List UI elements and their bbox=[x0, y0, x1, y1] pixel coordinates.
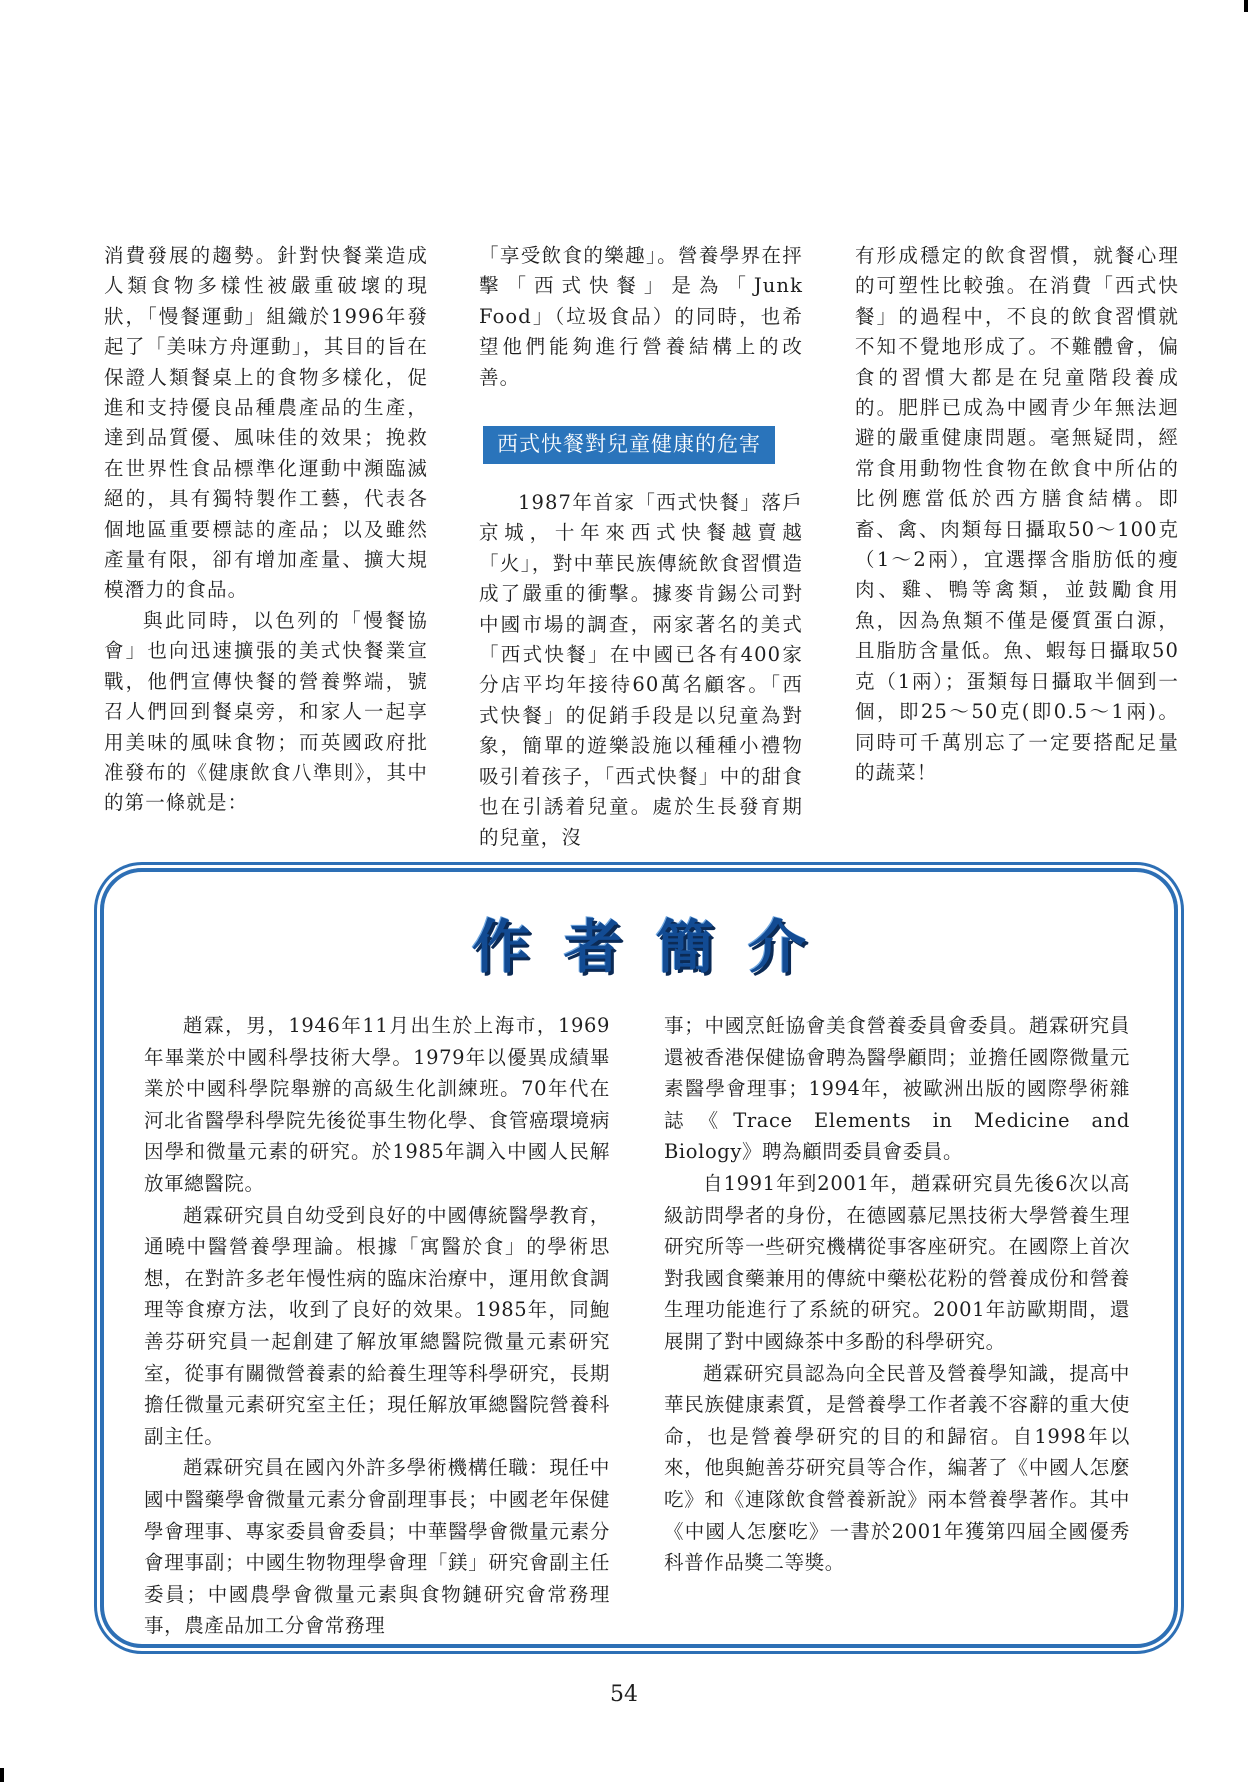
scan-edge-mark bbox=[1244, 0, 1248, 12]
scan-edge-mark bbox=[0, 1768, 4, 1782]
article-column-1 bbox=[104, 241, 428, 819]
bio-column-2 bbox=[664, 1010, 1130, 1579]
bio-paragraph: 趙霖，男，1946年11月出生於上海市，1969年畢業於中國科學技術大學。1979年以優異成績畢業於中國科學院舉辦的高級生化訓練班。70年代在河北省醫學科學院先後從事生物化學、食管癌環境病因學和微量元素的研究。於1985年調入中國人民解放軍總醫院。 bbox=[144, 1014, 610, 1195]
bio-column-1 bbox=[144, 1010, 610, 1642]
article-paragraph: 「享受飲食的樂趣」。營養學界在抨擊「西式快餐」是為「Junk Food」（垃圾食品）的同時，也希望他們能夠進行營養結構上的改善。 bbox=[479, 244, 803, 389]
page-number: 54 bbox=[610, 1682, 638, 1707]
author-profile-title: 作者簡介 bbox=[471, 913, 840, 981]
bio-paragraph: 自1991年到2001年，趙霖研究員先後6次以高級訪問學者的身份，在德國慕尼黑技術大學營養生理研究所等一些研究機構從事客座研究。在國際上首次對我國食藥兼用的傳統中藥松花粉的營養成份和營養生理功能進行了系統的研究。2001年訪歐期間，還展開了對中國綠茶中多酚的科學研究。 bbox=[664, 1171, 1130, 1353]
article-paragraph: 有形成穩定的飲食習慣，就餐心理的可塑性比較強。在消費「西式快餐」的過程中，不良的飲食習慣就不知不覺地形成了。不難體會，偏食的習慣大都是在兒童階段養成的。肥胖已成為中國青少年無法迴避的嚴重健康問題。毫無疑問，經常食用動物性食物在飲食中所佔的比例應當低於西方膳食結構。即畜、禽、肉類每日攝取50～100克（1～2兩），宜選擇含脂肪低的瘦肉、雞、鴨等禽類，並鼓勵食用魚，因為魚類不僅是優質蛋白源，且脂肪含量低。魚、蝦每日攝取50克（1兩）；蛋類每日攝取半個到一個，即25～50克(即0.5～1兩)。同時可千萬別忘了一定要搭配足量的蔬菜！ bbox=[855, 244, 1179, 784]
article-paragraph: 與此同時，以色列的「慢餐協會」也向迅速擴張的美式快餐業宣戰，他們宣傳快餐的營養弊端，號召人們回到餐桌旁，和家人一起享用美味的風味食物；而英國政府批准發布的《健康飲食八準則》，其中的第一條就是： bbox=[104, 608, 428, 815]
article-paragraph: 消費發展的趨勢。針對快餐業造成人類食物多樣性被嚴重破壞的現狀，「慢餐運動」組織於1996年發起了「美味方舟運動」，其目的旨在保證人類餐桌上的食物多樣化，促進和支持優良品種農產品的生產，達到品質優、風味佳的效果；挽救在世界性食品標準化運動中瀕臨滅絕的，具有獨特製作工藝，代表各個地區重要標誌的產品；以及雖然產量有限，卻有增加產量、擴大規模潛力的食品。 bbox=[104, 244, 428, 602]
article-column-2 bbox=[479, 241, 803, 853]
article-paragraph: 1987年首家「西式快餐」落戶京城，十年來西式快餐越賣越「火」，對中華民族傳統飲食習慣造成了嚴重的衝擊。據麥肯錫公司對中國市場的調查，兩家著名的美式「西式快餐」在中國已各有400家分店平均年接待60萬名顧客。「西式快餐」的促銷手段是以兒童為對象，簡單的遊樂設施以種種小禮物吸引着孩子，「西式快餐」中的甜食也在引誘着兒童。處於生長發育期的兒童，沒 bbox=[479, 491, 803, 849]
bio-paragraph: 趙霖研究員自幼受到良好的中國傳統醫學教育，通曉中醫營養學理論。根據「寓醫於食」的學術思想，在對許多老年慢性病的臨床治療中，運用飲食調理等食療方法，收到了良好的效果。1985年，同鮑善芬研究員一起創建了解放軍總醫院微量元素研究室，從事有關微營養素的給養生理等科學研究，長期擔任微量元素研究室主任；現任解放軍總醫院營養科副主任。 bbox=[144, 1203, 610, 1448]
bio-paragraph: 事；中國烹飪協會美食營養委員會委員。趙霖研究員還被香港保健協會聘為醫學顧問；並擔任國際微量元素醫學會理事；1994年，被歐洲出版的國際學術雜誌《Trace Elements in Medicine and Biology》聘為顧問委員會委員。 bbox=[664, 1014, 1130, 1164]
section-heading: 西式快餐對兒童健康的危害 bbox=[483, 426, 775, 464]
author-profile-box bbox=[100, 868, 1178, 1648]
bio-paragraph: 趙霖研究員在國內外許多學術機構任職：現任中國中醫藥學會微量元素分會副理事長；中國老年保健學會理事、專家委員會委員；中華醫學會微量元素分會理事副；中國生物物理學會理「鎂」研究會副主任委員；中國農學會微量元素與食物鏈研究會常務理事，農產品加工分會常務理 bbox=[144, 1456, 610, 1638]
article-column-3 bbox=[855, 241, 1179, 788]
bio-paragraph: 趙霖研究員認為向全民普及營養學知識，提高中華民族健康素質，是營養學工作者義不容辭的重大使命，也是營養學研究的目的和歸宿。自1998年以來，他與鮑善芬研究員等合作，編著了《中國人怎麼吃》和《連隊飲食營養新說》兩本營養學著作。其中《中國人怎麼吃》一書於2001年獲第四屆全國優秀科普作品獎二等獎。 bbox=[664, 1361, 1130, 1575]
